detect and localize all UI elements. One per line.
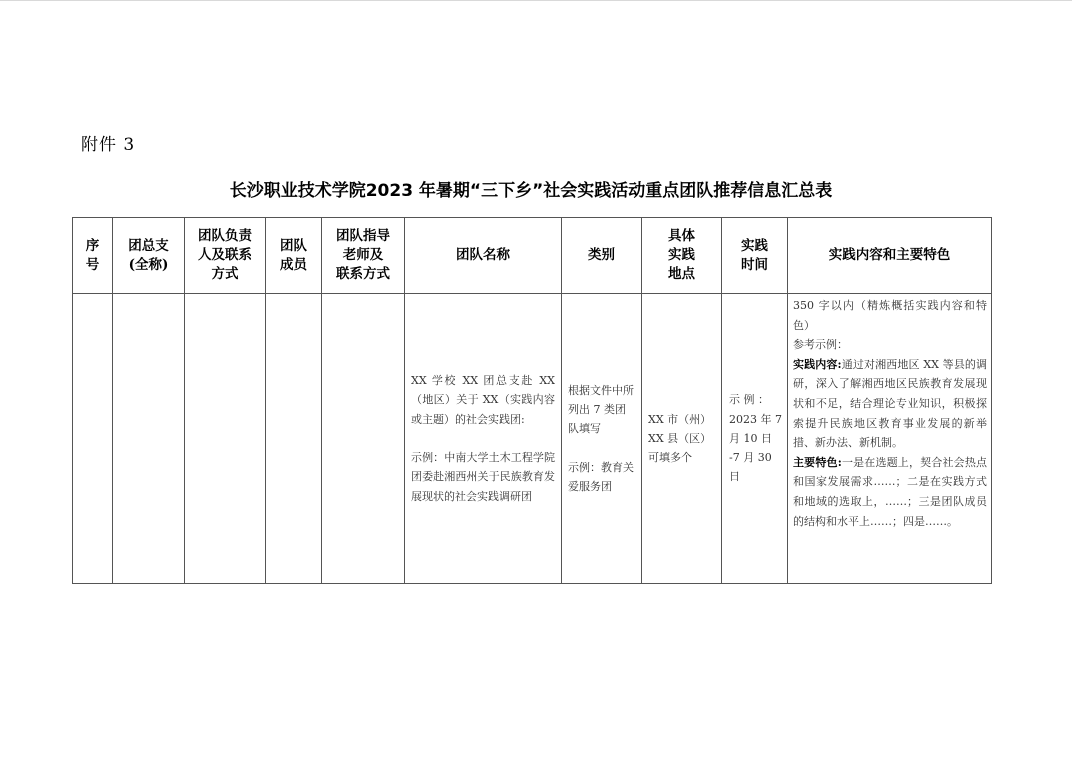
header-content: 实践内容和主要特色 (788, 218, 992, 294)
cell-team-name[interactable] (405, 294, 562, 584)
header-index: 序 号 (73, 218, 113, 294)
time-text: 示 例 ： 2023 年 7 月 10 日 -7 月 30 日 (729, 393, 782, 484)
category-example: 示例：教育关爱服务团 (568, 460, 634, 493)
cell-time[interactable] (722, 294, 788, 584)
cell-location[interactable] (642, 294, 722, 584)
practice-label: 实践内容: (793, 357, 842, 371)
header-advisor: 团队指导 老师及 联系方式 (322, 218, 405, 294)
page-title: 长沙职业技术学院2023 年暑期“三下乡”社会实践活动重点团队推荐信息汇总表 (229, 181, 833, 201)
header-members: 团队 成员 (266, 218, 322, 294)
content-reference: 参考示例： (793, 338, 848, 352)
header-location: 具体 实践 地点 (642, 218, 722, 294)
cell-index[interactable] (73, 294, 113, 584)
location-text: XX 市（州）XX 县（区）可填多个 (648, 412, 712, 465)
table-header-row (73, 218, 992, 294)
content-practice (793, 355, 987, 453)
practice-text: 通过对湘西地区 XX 等县的调研，深入了解湘西地区民族教育发展现状和不足，结合理论专业知识，积极探索提升民族地区教育事业发展的新举措、新办法、新机制。 (793, 357, 988, 450)
attachment-label: 附件 3 (81, 135, 136, 155)
header-branch: 团总支 (全称) (113, 218, 185, 294)
features-text: 一是在选题上，契合社会热点和国家发展需求……；二是在实践方式和地域的选取上，……；三是团队成员的结构和水平上……；四是……。 (793, 455, 988, 528)
cell-content[interactable] (788, 294, 992, 584)
features-label: 主要特色: (793, 455, 842, 469)
header-team-name: 团队名称 (405, 218, 562, 294)
content-limit: 350 字以内（精炼概括实践内容和特色） (793, 299, 987, 332)
team-name-example: 示例：中南大学土木工程学院团委赴湘西州关于民族教育发展现状的社会实践调研团 (411, 451, 555, 503)
summary-table (72, 217, 992, 584)
content-features (793, 453, 987, 531)
table-row (73, 294, 992, 584)
cell-members[interactable] (266, 294, 322, 584)
header-category: 类别 (562, 218, 642, 294)
header-leader: 团队负责 人及联系 方式 (185, 218, 266, 294)
page-top-border (0, 0, 1072, 1)
category-text: 根据文件中所列出 7 类团队填写 (568, 383, 634, 436)
header-time: 实践 时间 (722, 218, 788, 294)
cell-advisor[interactable] (322, 294, 405, 584)
cell-category[interactable] (562, 294, 642, 584)
cell-branch[interactable] (113, 294, 185, 584)
team-name-text: XX 学校 XX 团总支赴 XX（地区）关于 XX（实践内容或主题）的社会实践团: (411, 374, 555, 426)
cell-leader[interactable] (185, 294, 266, 584)
